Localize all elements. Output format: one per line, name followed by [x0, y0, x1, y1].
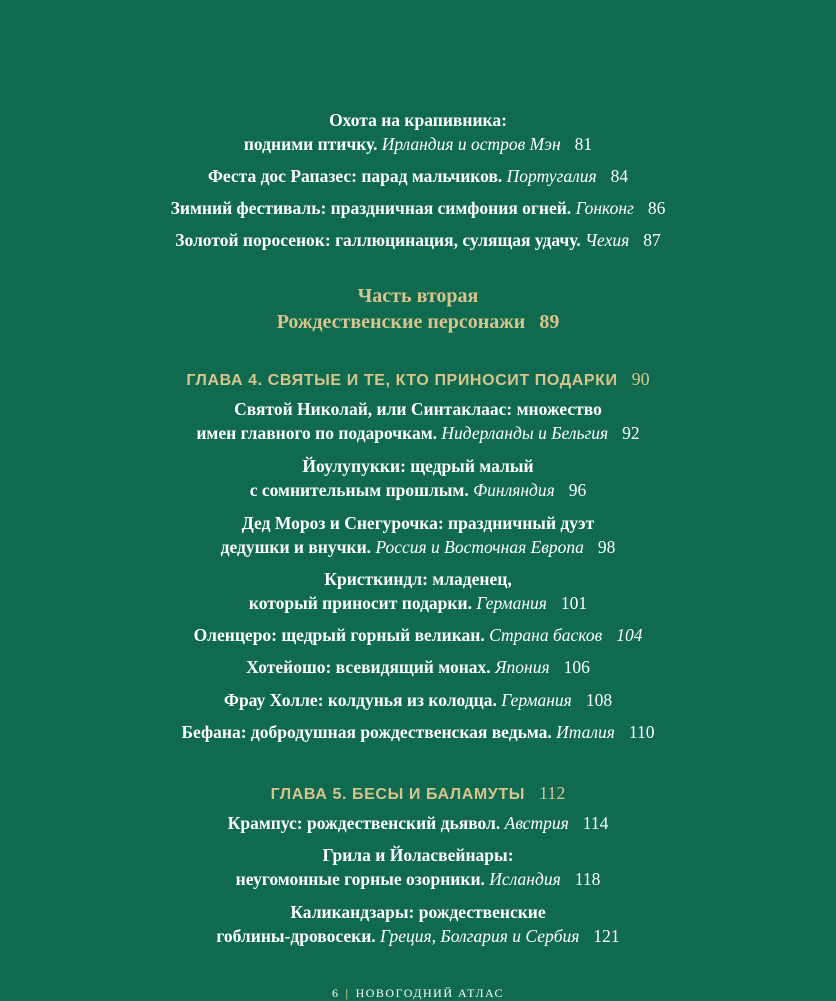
entry-page-number: 81: [574, 134, 593, 154]
entry-line: подними птичку.: [243, 134, 378, 154]
toc-entry: [0, 811, 836, 835]
entry-page-number: 92: [622, 423, 640, 443]
entry-line: Святой Николай, или Синтаклаас: множество: [234, 399, 602, 419]
entry-country: Ирландия и остров Мэн: [381, 134, 561, 154]
entry-line: дедушки и внучки.: [220, 537, 372, 557]
entry-page-number: 86: [647, 198, 666, 218]
entry-line: с сомнительным прошлым.: [249, 480, 469, 500]
entry-line: который приносит подарки.: [248, 593, 472, 613]
entry-page-number: 106: [563, 657, 590, 677]
toc-entry: [0, 511, 836, 559]
entry-line: Охота на крапивника:: [329, 110, 507, 130]
entry-country: Германия: [476, 593, 547, 613]
entry-page-number: 104: [616, 625, 643, 645]
entry-line: Крампус: рождественский дьявол.: [227, 813, 501, 833]
toc-entry: [0, 164, 836, 188]
entry-line: Каликандзары: рождественские: [290, 902, 546, 922]
toc-entry: [0, 843, 836, 891]
entry-line: Йоулупукки: щедрый малый: [302, 456, 534, 476]
entry-line: Бефана: добродушная рождественская ведьма.: [181, 722, 552, 742]
entry-country: Россия и Восточная Европа: [375, 537, 584, 557]
entry-line: имен главного по подарочкам.: [196, 423, 438, 443]
part-title: Рождественские персонажи: [276, 311, 526, 333]
entry-line: Оленцеро: щедрый горный великан.: [193, 625, 485, 645]
entry-country: Греция, Болгария и Сербия: [380, 926, 580, 946]
toc-entry: [0, 567, 836, 615]
entry-country: Австрия: [504, 813, 569, 833]
footer-page-number: 6: [331, 986, 340, 1000]
entry-line: Дед Мороз и Снегурочка: праздничный дуэт: [241, 513, 595, 533]
entry-line: Зимний фестиваль: праздничная симфония огней.: [170, 198, 572, 218]
entry-country: Италия: [556, 722, 615, 742]
entry-page-number: 121: [593, 926, 620, 946]
entry-country: Финляндия: [473, 480, 555, 500]
entry-country: Чехия: [585, 230, 630, 250]
entry-page-number: 108: [585, 690, 613, 710]
toc-entry: [0, 900, 836, 948]
entry-country: Исландия: [489, 869, 561, 889]
part-heading: [0, 283, 836, 335]
entry-page-number: 110: [628, 722, 655, 742]
toc-entry: [0, 720, 836, 744]
entry-country: Португалия: [506, 166, 597, 186]
entry-country: Германия: [501, 690, 572, 710]
toc-entry: [0, 397, 836, 445]
entry-country: Страна басков: [489, 625, 603, 645]
chapter-title: ГЛАВА 5. БЕСЫ И БАЛАМУТЫ: [270, 786, 525, 803]
toc-entry: [0, 108, 836, 156]
chapter-title: ГЛАВА 4. СВЯТЫЕ И ТЕ, КТО ПРИНОСИТ ПОДАРКИ: [186, 372, 618, 389]
part-page-number: 89: [539, 311, 560, 333]
chapter-heading: [0, 368, 836, 392]
entry-country: Гонконг: [575, 198, 634, 218]
page-footer: [0, 985, 836, 1001]
entry-line: Фрау Холле: колдунья из колодца.: [223, 690, 497, 710]
entry-country: Нидерланды и Бельгия: [441, 423, 609, 443]
footer-book-title: НОВОГОДНИЙ АТЛАС: [355, 986, 505, 1000]
footer-separator: |: [345, 986, 350, 1000]
toc-entry: [0, 196, 836, 220]
entry-line: Хотейошо: всевидящий монах.: [246, 657, 491, 677]
entry-page-number: 118: [574, 869, 601, 889]
entry-page-number: 96: [568, 480, 587, 500]
toc-entry: [0, 228, 836, 252]
toc-entry: [0, 454, 836, 502]
entry-page-number: 101: [560, 593, 588, 613]
entry-country: Япония: [495, 657, 550, 677]
toc-entry: [0, 623, 836, 647]
entry-page-number: 98: [597, 537, 616, 557]
part-label: Часть вторая: [357, 285, 479, 307]
entry-line: Феста дос Рапазес: парад мальчиков.: [207, 166, 503, 186]
entry-page-number: 87: [643, 230, 661, 250]
toc-entry: [0, 655, 836, 679]
toc-entry: [0, 688, 836, 712]
chapter-page-number: 112: [538, 783, 566, 803]
entry-page-number: 84: [610, 166, 629, 186]
chapter-page-number: 90: [631, 369, 650, 389]
entry-line: Грила и Йоласвейнары:: [322, 845, 514, 865]
entry-page-number: 114: [582, 813, 609, 833]
entry-line: Кристкиндл: младенец,: [324, 569, 512, 589]
entry-line: неугомонные горные озорники.: [235, 869, 485, 889]
entry-line: гоблины-дровосеки.: [216, 926, 376, 946]
chapter-heading: [0, 782, 836, 806]
entry-line: Золотой поросенок: галлюцинация, сулящая удачу.: [175, 230, 581, 250]
